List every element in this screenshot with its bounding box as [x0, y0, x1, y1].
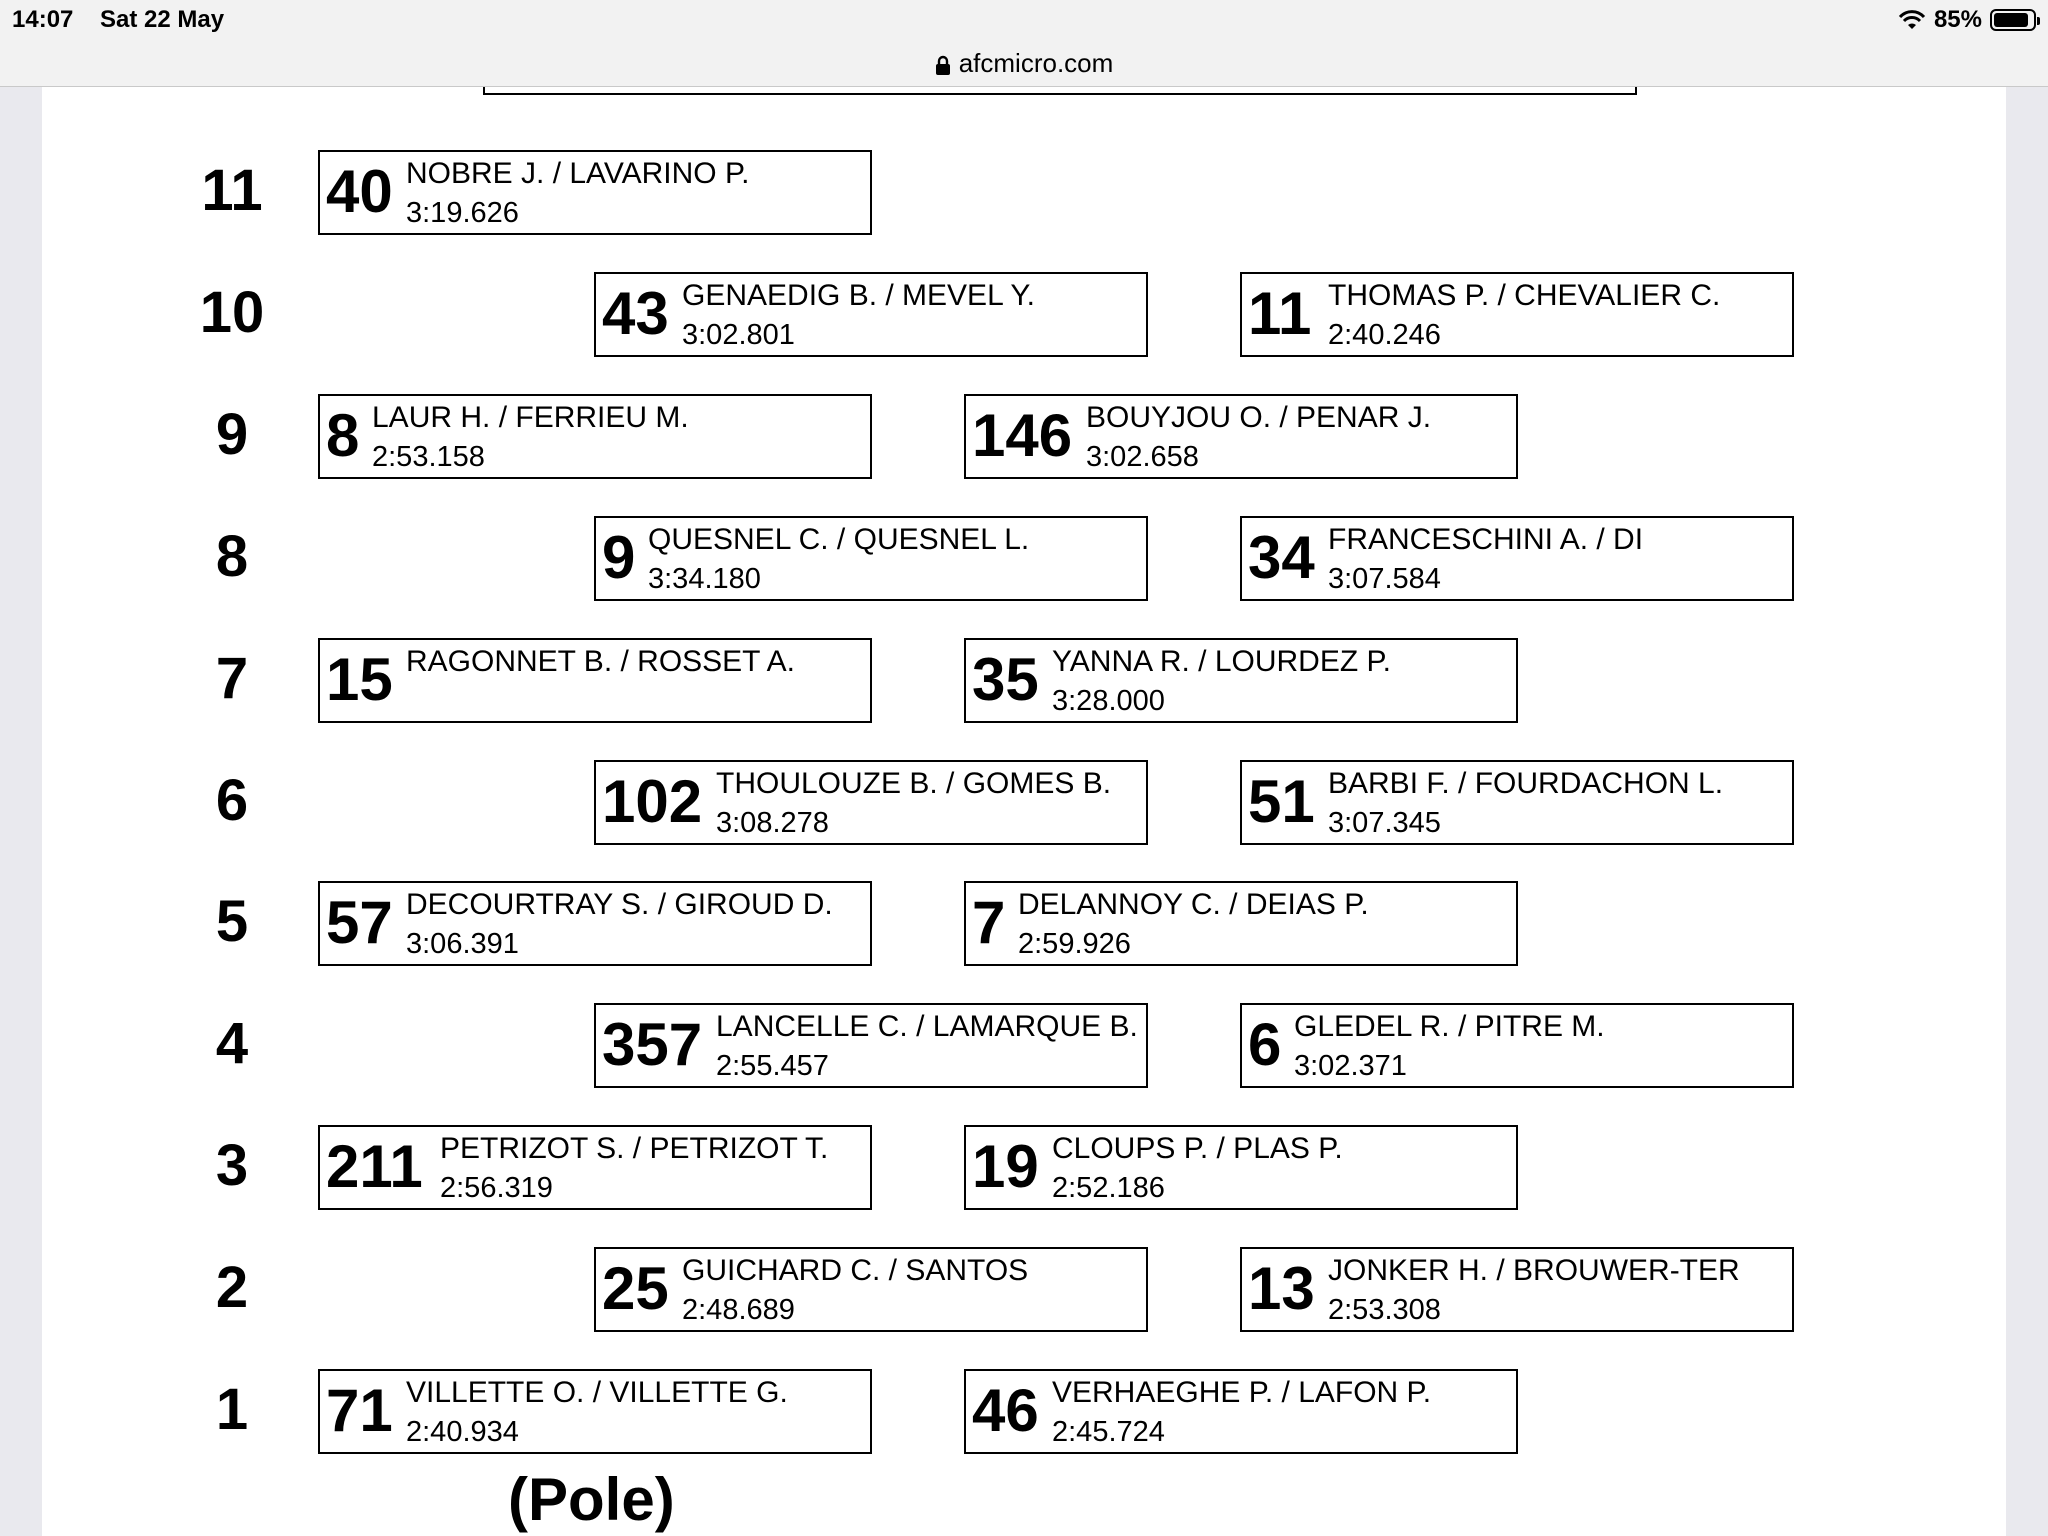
row-number: 1: [215, 1377, 249, 1442]
grid-car-box: [594, 760, 1148, 845]
row-number: 8: [215, 523, 249, 589]
row-number: 2: [215, 1255, 249, 1321]
qualifying-time: 3:19.626: [406, 197, 519, 229]
grid-car-box: [594, 1003, 1148, 1088]
qualifying-time: 3:07.584: [1328, 562, 1441, 595]
pole-label: (Pole): [508, 1466, 675, 1533]
row-number: 11: [201, 158, 263, 223]
row-number: 10: [199, 279, 265, 345]
grid-car-box: [1240, 760, 1794, 845]
status-date: Sat 22 May: [100, 6, 225, 33]
crew-names: BARBI F. / FOURDACHON L.: [1328, 766, 1724, 800]
qualifying-time: 3:34.180: [648, 562, 761, 595]
car-number: 357: [602, 1011, 703, 1079]
row-number: 3: [215, 1133, 249, 1199]
car-number: 11: [1248, 279, 1312, 347]
crew-names: CLOUPS P. / PLAS P.: [1052, 1132, 1343, 1166]
qualifying-time: 2:48.689: [682, 1294, 795, 1327]
grid-car-box: [1240, 272, 1794, 357]
wifi-icon: [1898, 9, 1926, 31]
row-number: 7: [215, 645, 249, 711]
crew-names: GENAEDIG B. / MEVEL Y.: [682, 278, 1035, 312]
crew-names: LANCELLE C. / LAMARQUE B.: [716, 1010, 1138, 1044]
qualifying-time: 2:53.158: [372, 440, 485, 473]
qualifying-time: 2:53.308: [1328, 1294, 1441, 1327]
qualifying-time: 2:55.457: [716, 1050, 829, 1083]
car-number: 9: [602, 523, 636, 591]
grid-car-box: [318, 881, 872, 966]
car-number: 102: [602, 767, 703, 835]
qualifying-time: 2:40.934: [406, 1416, 519, 1448]
crew-names: LAUR H. / FERRIEU M.: [372, 400, 689, 434]
qualifying-time: 3:07.345: [1328, 806, 1441, 839]
car-number: 19: [972, 1133, 1039, 1201]
battery-percent: 85%: [1933, 6, 1982, 33]
row-number: 6: [215, 767, 249, 833]
grid-car-box: [964, 881, 1518, 966]
qualifying-time: 3:08.278: [716, 806, 829, 839]
row-number: 9: [215, 401, 249, 467]
crew-names: PETRIZOT S. / PETRIZOT T.: [440, 1132, 829, 1166]
status-bar: [0, 0, 2048, 40]
car-number: 43: [602, 279, 669, 347]
qualifying-time: 2:40.246: [1328, 318, 1441, 351]
crew-names: VERHAEGHE P. / LAFON P.: [1052, 1376, 1432, 1409]
grid-car-box: [318, 394, 872, 479]
row-number: 4: [215, 1011, 249, 1077]
grid-car-box: [964, 1369, 1518, 1454]
grid-car-box: [318, 1125, 872, 1210]
crew-names: FRANCESCHINI A. / DI: [1328, 522, 1644, 556]
url-text: afcmicro.com: [958, 47, 1114, 78]
status-right: [1898, 6, 2036, 34]
qualifying-time: 2:56.319: [440, 1172, 553, 1205]
row-number: 5: [215, 889, 249, 955]
crew-names: DECOURTRAY S. / GIROUD D.: [406, 888, 833, 922]
grid-car-box: [318, 1369, 872, 1454]
qualifying-time: 2:59.926: [1018, 928, 1131, 961]
qualifying-time: 3:06.391: [406, 928, 519, 961]
grid-car-box: [594, 272, 1148, 357]
car-number: 46: [972, 1377, 1039, 1444]
car-number: 57: [326, 889, 393, 957]
crew-names: YANNA R. / LOURDEZ P.: [1052, 644, 1391, 678]
grid-car-box: [594, 1247, 1148, 1332]
crew-names: NOBRE J. / LAVARINO P.: [406, 157, 750, 190]
crew-names: QUESNEL C. / QUESNEL L.: [648, 522, 1030, 556]
car-number: 211: [326, 1133, 423, 1201]
grid-car-box: [318, 150, 872, 235]
car-number: 40: [326, 158, 393, 225]
car-number: 15: [326, 645, 393, 713]
qualifying-time: 2:45.724: [1052, 1416, 1165, 1448]
car-number: 7: [972, 889, 1006, 957]
battery-icon: [1990, 9, 2036, 31]
car-number: 25: [602, 1255, 669, 1323]
lock-icon: [935, 55, 951, 75]
address-bar[interactable]: [0, 40, 2048, 87]
car-number: 6: [1248, 1011, 1282, 1079]
grid-car-box: [594, 516, 1148, 601]
car-number: 71: [326, 1377, 393, 1444]
crew-names: GUICHARD C. / SANTOS: [682, 1254, 1029, 1288]
status-time: 14:07: [12, 6, 74, 33]
car-number: 35: [972, 645, 1039, 713]
car-number: 34: [1248, 523, 1315, 591]
crew-names: GLEDEL R. / PITRE M.: [1294, 1010, 1605, 1044]
grid-car-box: [1240, 1247, 1794, 1332]
grid-car-box: [318, 638, 872, 723]
grid-car-box: [964, 638, 1518, 723]
qualifying-time: 2:52.186: [1052, 1172, 1165, 1205]
grid-car-box: [1240, 1003, 1794, 1088]
qualifying-time: 3:02.658: [1086, 440, 1199, 473]
car-number: 13: [1248, 1255, 1315, 1323]
car-number: 146: [972, 401, 1073, 469]
crew-names: BOUYJOU O. / PENAR J.: [1086, 400, 1432, 434]
document-page: [42, 87, 2006, 1536]
crew-names: THOULOUZE B. / GOMES B.: [716, 766, 1112, 800]
grid-car-box: [1240, 516, 1794, 601]
crew-names: RAGONNET B. / ROSSET A.: [406, 644, 795, 678]
crew-names: JONKER H. / BROUWER-TER: [1328, 1254, 1740, 1288]
car-number: 8: [326, 401, 360, 469]
qualifying-time: 3:02.801: [682, 318, 795, 351]
qualifying-time: 3:02.371: [1294, 1050, 1407, 1083]
document-header-box: [483, 87, 1637, 95]
qualifying-time: 3:28.000: [1052, 684, 1165, 717]
crew-names: VILLETTE O. / VILLETTE G.: [406, 1376, 788, 1409]
grid-car-box: [964, 1125, 1518, 1210]
car-number: 51: [1248, 767, 1315, 835]
crew-names: THOMAS P. / CHEVALIER C.: [1328, 278, 1721, 312]
crew-names: DELANNOY C. / DEIAS P.: [1018, 888, 1369, 922]
grid-car-box: [964, 394, 1518, 479]
